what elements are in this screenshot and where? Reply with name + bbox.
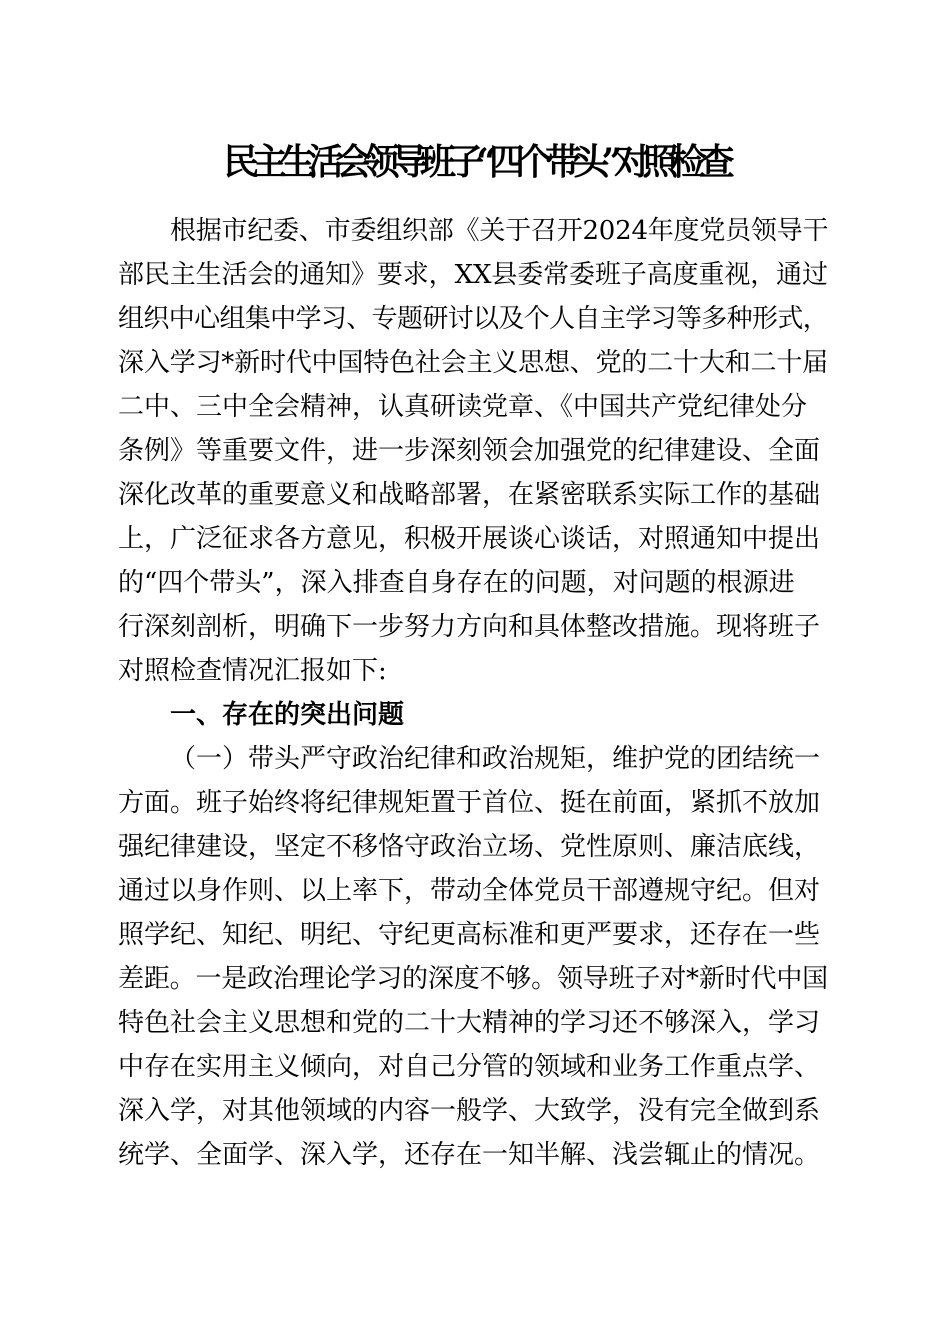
paragraph-line: 特色社会主义思想和党的二十大精神的学习还不够深入，学习 xyxy=(118,1008,821,1038)
paragraph-line: 行深刻剖析，明确下一步努力方向和具体整改措施。现将班子 xyxy=(118,612,821,642)
paragraph-line: 统学、全面学、深入学，还存在一知半解、浅尝辄止的情况。 xyxy=(118,1140,821,1170)
paragraph-line: 的“四个带头”，深入排查自身存在的问题，对问题的根源进 xyxy=(118,568,795,598)
paragraph-line: （一）带头严守政治纪律和政治规矩，维护党的团结统一 xyxy=(170,744,821,774)
paragraph-line: 二中、三中全会精神，认真研读党章、《中国共产党纪律处分 xyxy=(118,392,808,422)
paragraph-line: 方面。班子始终将纪律规矩置于首位、挺在前面，紧抓不放加 xyxy=(118,788,821,818)
paragraph-line: 强纪律建设，坚定不移恪守政治立场、党性原则、廉洁底线， xyxy=(118,832,821,862)
paragraph-line: 根据市纪委、市委组织部《关于召开2024年度党员领导干 xyxy=(170,216,829,246)
paragraph-line: 上，广泛征求各方意见，积极开展谈心谈话，对照通知中提出 xyxy=(118,524,821,554)
paragraph-line: 深入学习*新时代中国特色社会主义思想、党的二十大和二十届 xyxy=(118,348,828,378)
paragraph-line: 深化改革的重要意义和战略部署，在紧密联系实际工作的基础 xyxy=(118,480,821,510)
paragraph-line: 中存在实用主义倾向，对自己分管的领域和业务工作重点学、 xyxy=(118,1052,821,1082)
paragraph-line: 组织中心组集中学习、专题研讨以及个人自主学习等多种形式， xyxy=(118,304,829,334)
paragraph-line: 照学纪、知纪、明纪、守纪更高标准和更严要求，还存在一些 xyxy=(118,920,821,950)
paragraph-line: 通过以身作则、以上率下，带动全体党员干部遵规守纪。但对 xyxy=(118,876,821,906)
paragraph-line: 深入学，对其他领域的内容一般学、大致学，没有完全做到系 xyxy=(118,1096,821,1126)
paragraph-line: 部民主生活会的通知》要求，XX县委常委班子高度重视，通过 xyxy=(118,260,828,290)
paragraph-line: 差距。一是政治理论学习的深度不够。领导班子对*新时代中国 xyxy=(118,964,828,994)
paragraph-line: 对照检查情况汇报如下: xyxy=(118,656,387,686)
paragraph-line: 条例》等重要文件，进一步深刻领会加强党的纪律建设、全面 xyxy=(118,436,821,466)
section-heading: 一、存在的突出问题 xyxy=(170,700,405,730)
document-title: 民主生活会领导班子“四个带头”对照检查 xyxy=(223,141,727,183)
